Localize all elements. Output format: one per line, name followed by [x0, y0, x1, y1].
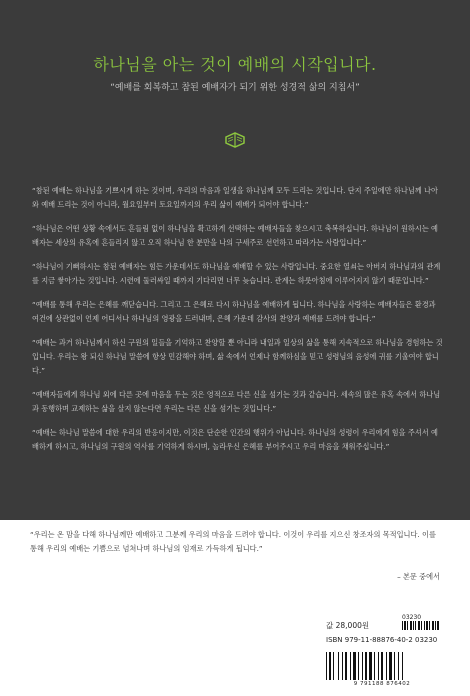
quote-paragraph: “예배는 과거 하나님께서 하신 구원의 일들을 기억하고 찬양할 뿐 아니라 내일과 일상의 삶을 통해 지속적으로 하나님을 경험하는 것입니다. 우리는 왕 되신 하나님 말씀에 항상 민감해야 하며, 삶 속에서 언제나 함께하심을 믿고 성령님의 음성에 귀를 기울여야 합니다.”	[32, 338, 443, 375]
open-book-icon	[224, 130, 246, 148]
quote-list	[32, 184, 444, 464]
quote-paragraph: “하나님은 어떤 상황 속에서도 흔들림 없이 하나님을 확고하게 선택하는 예배자들을 찾으시고 축복하십니다. 하나님이 원하시는 예배자는 세상의 유혹에 흔들리지 않고 오직 하나님 한 분만을 나의 구세주로 선언하고 따라가는 사람입니다.”	[32, 224, 438, 247]
headline: 하나님을 아는 것이 예배의 시작입니다.	[93, 55, 377, 74]
price-label: 값 28,000원	[326, 621, 370, 630]
quote-paragraph: “예배는 하나님 말씀에 대한 우리의 반응이지만, 이것은 단순한 인간의 행위가 아닙니다. 하나님의 성령이 우리에게 힘을 주셔서 예배하게 하시고, 하나님의 구원의 역사를 기억하게 하시며, 놀라우신 은혜를 부어주시고 우리 마음을 채워주십니다.”	[32, 428, 438, 451]
quote-source: – 본문 중에서	[397, 572, 440, 581]
isbn-label: ISBN 979-11-88876-40-2 03230	[326, 636, 438, 644]
quote-paragraph: “예배자들에게 하나님 외에 다른 곳에 마음을 두는 것은 영적으로 다른 신을 섬기는 것과 같습니다. 세속의 많은 유혹 속에서 하나님과 동행하며 교제하는 삶을 살지 않는다면 우리는 다른 신을 섬기는 것입니다.”	[32, 390, 441, 413]
addon-barcode	[402, 621, 439, 630]
barcode-addon-code: 03230	[402, 614, 422, 621]
quote-paragraph: “참된 예배는 하나님을 기쁘시게 하는 것이며, 우리의 마음과 일생을 하나님께 모두 드리는 것입니다. 단지 주일에만 하나님께 나아와 예배 드리는 것이 아니라, 월요일부터 토요일까지의 우리 삶이 예배가 되어야 합니다.”	[32, 186, 438, 209]
quote-paragraph: “예배를 통해 우리는 은혜를 깨닫습니다. 그리고 그 은혜로 다시 하나님을 예배하게 됩니다. 하나님을 사랑하는 예배자들은 환경과 여건에 상관없이 언제 어디서나 하나님의 영광을 드러내며, 은혜 가운데 감사의 찬양과 예배를 드려야 합니다.”	[32, 300, 436, 323]
subtitle: “예배를 회복하고 참된 예배자가 되기 위한 성경적 삶의 지침서”	[110, 83, 360, 93]
closing-quote: “우리는 온 맘을 다해 하나님께만 예배하고 그분께 우리의 마음을 드려야 합니다. 이것이 우리를 지으신 창조자의 목적입니다. 이를 통해 우리의 예배는 기쁨으로 넘쳐나며 하나님의 임재로 가득하게 됩니다.”	[30, 530, 436, 553]
barcode-digits: 9 791188 876402	[353, 681, 411, 687]
quote-paragraph: “하나님이 기뻐하시는 참된 예배자는 힘든 가운데서도 하나님을 예배할 수 있는 사람입니다. 중요한 열쇠는 아버지 하나님과의 관계를 지금 쌓아가는 것입니다. 시련에 둘러싸일 때까지 기다리면 너무 늦습니다. 관계는 하룻아침에 이루어지지 않기 때문입니다.”	[32, 262, 441, 285]
